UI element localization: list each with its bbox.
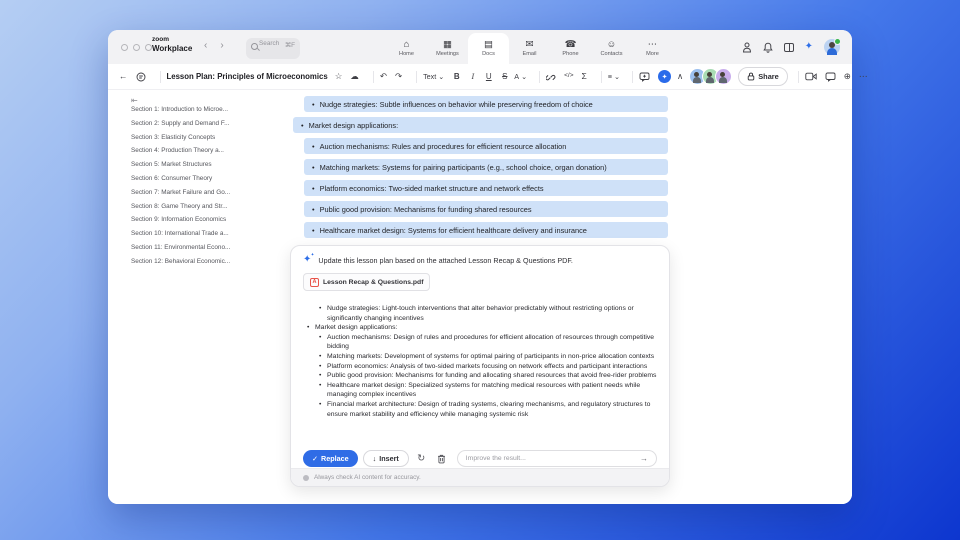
list-icon: ≡: [607, 72, 612, 81]
ai-result-bullet: • Public good provision: Mechanisms for funding and allocating shared resources that avoid free-rider problems: [303, 371, 661, 381]
outline-section-item[interactable]: Section 8: Game Theory and Str...: [131, 202, 228, 210]
doc-row-text: • Matching markets: Systems for pairing participants (e.g., school choice, organ donation): [319, 162, 607, 172]
ai-companion-button[interactable]: ✦: [658, 70, 671, 83]
collaborator-avatar[interactable]: [715, 68, 732, 85]
formula-icon[interactable]: Σ: [581, 71, 587, 82]
improve-result-field[interactable]: [457, 450, 657, 467]
down-arrow-icon: ↓: [372, 454, 377, 463]
doc-highlight-row[interactable]: [304, 138, 668, 154]
nav-tab[interactable]: [427, 33, 468, 64]
nav-tab[interactable]: [632, 33, 673, 64]
history-forward-button[interactable]: ›: [220, 40, 224, 51]
maximize-window-button[interactable]: [145, 44, 152, 51]
doc-row-text: • Auction mechanisms: Rules and procedures for efficient resource allocation: [319, 141, 567, 151]
lock-icon: [747, 72, 755, 81]
nav-tab[interactable]: [468, 33, 509, 64]
regenerate-icon[interactable]: ↻: [417, 453, 426, 464]
nav-tab-icon: ▦: [443, 38, 452, 50]
doc-highlight-row[interactable]: [304, 159, 668, 175]
nav-tab-label: Phone: [562, 51, 579, 58]
pdf-attachment-chip[interactable]: [303, 273, 430, 291]
comment-icon[interactable]: [639, 72, 650, 82]
ai-companion-icon[interactable]: ✦: [804, 41, 813, 52]
ai-disclaimer-text: Always check AI content for accuracy.: [314, 474, 421, 481]
search-input[interactable]: [246, 38, 300, 59]
pdf-file-icon: A: [310, 278, 319, 287]
outline-section-item[interactable]: Section 5: Market Structures: [131, 161, 212, 169]
delete-icon[interactable]: [434, 451, 449, 467]
replace-button[interactable]: ✓ Replace: [303, 450, 358, 467]
outline-section-item[interactable]: Section 9: Information Economics: [131, 216, 227, 224]
ai-result-bullet: • Financial market architecture: Design of trading systems, clearing mechanisms, and regulatory structures to ensure market stability and efficiency while managing systemic risk: [303, 400, 661, 419]
doc-row-text: • Healthcare market design: Systems for efficient healthcare delivery and insurance: [319, 225, 587, 235]
text-style-dropdown[interactable]: Text ⌄: [423, 72, 445, 81]
nav-tab[interactable]: [550, 33, 591, 64]
zoom-workplace-logo: [152, 37, 192, 53]
doc-row-text: • Nudge strategies: Subtle influences on behavior while preserving freedom of choice: [319, 99, 593, 109]
bold-button[interactable]: B: [453, 72, 460, 81]
collaborator-avatars: [693, 68, 732, 85]
chevron-down-icon: ⌄: [438, 72, 445, 81]
outline-section-item[interactable]: Section 10: International Trade a...: [131, 230, 229, 238]
back-icon[interactable]: ←: [119, 71, 128, 82]
doc-toolbar: [108, 64, 868, 90]
more-options-icon[interactable]: ⋯: [858, 71, 868, 82]
doc-highlight-row[interactable]: [304, 180, 668, 196]
nav-tab-label: Docs: [482, 51, 495, 58]
doc-highlight-row[interactable]: [304, 201, 668, 217]
app-window: [108, 30, 868, 504]
pdf-attachment-name: Lesson Recap & Questions.pdf: [323, 278, 424, 286]
logo-zoom-text: zoom: [152, 36, 169, 43]
close-window-button[interactable]: [121, 44, 128, 51]
doc-highlight-row[interactable]: [304, 96, 668, 112]
doc-highlight-row[interactable]: [304, 222, 668, 238]
outline-section-item[interactable]: Section 4: Production Theory a...: [131, 147, 224, 155]
nav-tab[interactable]: [386, 33, 427, 64]
user-avatar[interactable]: [824, 39, 840, 55]
outline-section-item[interactable]: Section 3: Elasticity Concepts: [131, 133, 216, 141]
improve-result-input[interactable]: [466, 455, 636, 462]
ai-prompt-text: Update this lesson plan based on the attached Lesson Recap & Questions PDF.: [318, 255, 573, 265]
outline-sidebar: [131, 106, 283, 272]
docs-home-icon[interactable]: [136, 72, 146, 82]
outline-section-item[interactable]: Section 6: Consumer Theory: [131, 174, 213, 182]
minimize-window-button[interactable]: [133, 44, 140, 51]
text-color-dropdown[interactable]: A ⌄: [514, 72, 528, 81]
link-icon[interactable]: [546, 72, 556, 82]
chat-icon[interactable]: [825, 72, 836, 82]
favorite-star-icon[interactable]: ☆: [334, 71, 343, 82]
outline-section-item[interactable]: Section 7: Market Failure and Go...: [131, 188, 231, 196]
undo-icon[interactable]: ↶: [379, 71, 387, 82]
cloud-saved-icon[interactable]: ☁: [350, 71, 359, 82]
info-icon: [303, 475, 309, 481]
collapse-outline-icon[interactable]: ⇤: [131, 96, 138, 105]
title-bar: [108, 30, 852, 64]
share-button[interactable]: Share: [738, 67, 788, 86]
nav-tab-icon: ⌂: [403, 38, 410, 50]
ai-result-bullet: • Nudge strategies: Light-touch interventions that alter behavior predictably without restricting options or significantly changing incentives: [303, 304, 661, 323]
redo-icon[interactable]: ↷: [394, 71, 403, 82]
nav-tab-label: More: [646, 51, 659, 58]
nav-tab-label: Meetings: [436, 51, 459, 58]
search-icon: [251, 43, 258, 50]
outline-section-item[interactable]: Section 2: Supply and Demand F...: [131, 119, 230, 127]
check-icon: ✓: [312, 454, 319, 463]
nav-tab[interactable]: [591, 33, 632, 64]
presence-status-dot: [834, 38, 841, 45]
underline-button[interactable]: U: [485, 72, 492, 81]
logo-workplace-text: Workplace: [152, 44, 193, 53]
globe-icon[interactable]: ⊕: [843, 71, 851, 82]
italic-button[interactable]: I: [471, 72, 475, 81]
doc-content-area: [108, 90, 852, 504]
strikethrough-button[interactable]: S: [502, 72, 508, 81]
ai-result-bullet: • Auction mechanisms: Design of rules and procedures for efficient allocation of resources through competitive bidding: [303, 333, 661, 352]
ai-companion-panel: [290, 245, 670, 487]
nav-tab-label: Home: [399, 51, 414, 58]
collapse-toolbar-icon[interactable]: ∧: [677, 71, 684, 82]
nav-tab[interactable]: [509, 33, 550, 64]
doc-row-text: • Public good provision: Mechanisms for funding shared resources: [319, 204, 532, 214]
nav-tab-label: Contacts: [600, 51, 623, 58]
history-back-button[interactable]: ‹: [204, 40, 208, 51]
doc-row-text: • Platform economics: Two-sided market structure and network effects: [319, 183, 544, 193]
ai-result-bullet: • Market design applications:: [303, 323, 661, 333]
chevron-down-icon: ⌄: [613, 72, 621, 81]
nav-tab-label: Email: [522, 51, 537, 58]
video-camera-icon[interactable]: [805, 72, 817, 81]
code-icon[interactable]: </>: [564, 72, 574, 80]
main-nav: [386, 30, 673, 64]
ai-result-bullet: • Matching markets: Development of systems for optimal pairing of participants in non-price allocation contexts: [303, 352, 661, 362]
outline-section-item[interactable]: Section 12: Behavioral Economic...: [131, 257, 231, 265]
ai-result-bullets: [303, 304, 661, 419]
nav-tab-icon: ☎: [564, 38, 577, 50]
outline-section-item[interactable]: Section 11: Environmental Econo...: [131, 243, 231, 251]
list-format-dropdown[interactable]: [608, 72, 620, 81]
nav-tab-icon: ☺: [606, 38, 617, 50]
ai-action-bar: [303, 450, 657, 467]
ai-result-bullet: • Healthcare market design: Specialized systems for matching medical resources with patient needs while managing complex incentives: [303, 381, 661, 400]
search-shortcut: ⌘F: [284, 42, 295, 49]
doc-highlight-row[interactable]: [293, 117, 668, 133]
search-placeholder: Search: [259, 40, 280, 47]
ai-sparkle-icon: ✦ ✦: [303, 255, 311, 265]
submit-arrow-icon[interactable]: →: [640, 454, 648, 463]
nav-tab-icon: ✉: [525, 38, 534, 50]
nav-tab-icon: ▤: [484, 38, 493, 50]
notifications-bell-icon[interactable]: [763, 42, 773, 53]
outline-section-item[interactable]: Section 1: Introduction to Microe...: [131, 106, 228, 113]
side-panel-icon[interactable]: [784, 43, 794, 52]
insert-button[interactable]: ↓ Insert: [363, 450, 409, 467]
profile-icon[interactable]: [742, 42, 752, 53]
ai-disclaimer-bar: [291, 468, 669, 486]
chevron-down-icon: ⌄: [521, 72, 528, 81]
window-controls[interactable]: [121, 44, 152, 51]
nav-tab-icon: ⋯: [647, 38, 658, 50]
doc-row-text: • Market design applications:: [308, 120, 399, 130]
doc-title: Lesson Plan: Principles of Microeconomics: [166, 72, 328, 81]
ai-result-bullet: • Platform economics: Analysis of two-sided markets focusing on network effects and participant interactions: [303, 362, 661, 372]
doc-highlighted-text: [293, 91, 668, 238]
